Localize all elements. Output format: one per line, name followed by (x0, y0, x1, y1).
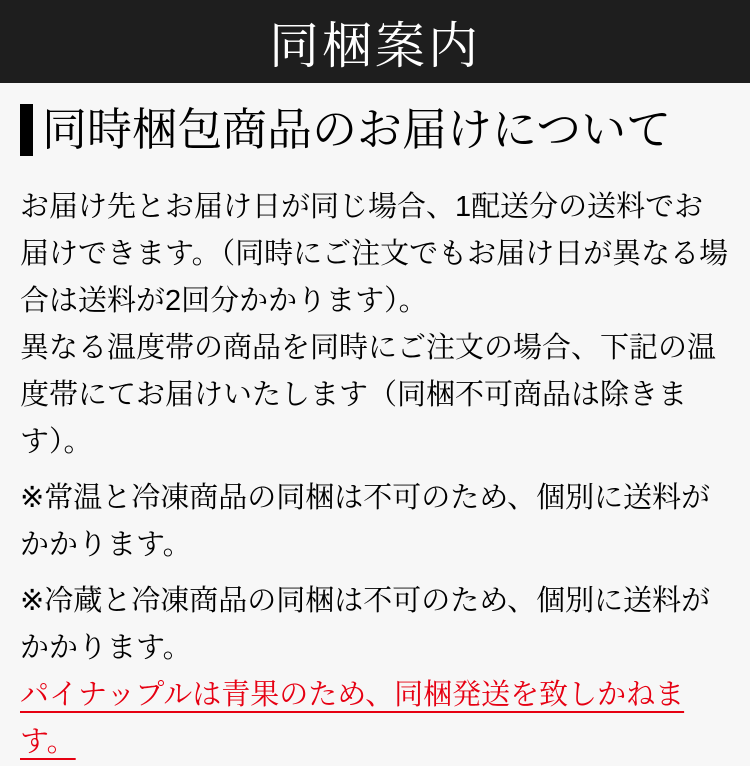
body-text (20, 184, 730, 766)
page-header (0, 0, 750, 83)
note-ambient-frozen: ※常温と冷凍商品の同梱は不可のため、個別に送料がかかります。 (20, 482, 711, 561)
content-area (0, 104, 750, 766)
section-heading-text: 同時梱包商品のお届けについて (42, 104, 672, 156)
section-heading (20, 104, 730, 156)
page-header-title: 同梱案内 (269, 17, 481, 74)
heading-accent-bar (20, 104, 33, 156)
note-chilled-frozen: ※冷蔵と冷凍商品の同梱は不可のため、個別に送料がかかります。 (20, 585, 711, 664)
warning-pineapple-no-bundling: パイナップルは青果のため、同梱発送を致しかねます。 (20, 679, 685, 758)
paragraph-same-delivery: お届け先とお届け日が同じ場合、1配送分の送料でお届けできます。（同時にご注文でもお届け日が異なる場合は送料が2回分かかります）。 (20, 191, 729, 317)
paragraph-temperature-zones: 異なる温度帯の商品を同時にご注文の場合、下記の温度帯にてお届けいたします（同梱不可商品は除きます）。 (20, 332, 717, 458)
